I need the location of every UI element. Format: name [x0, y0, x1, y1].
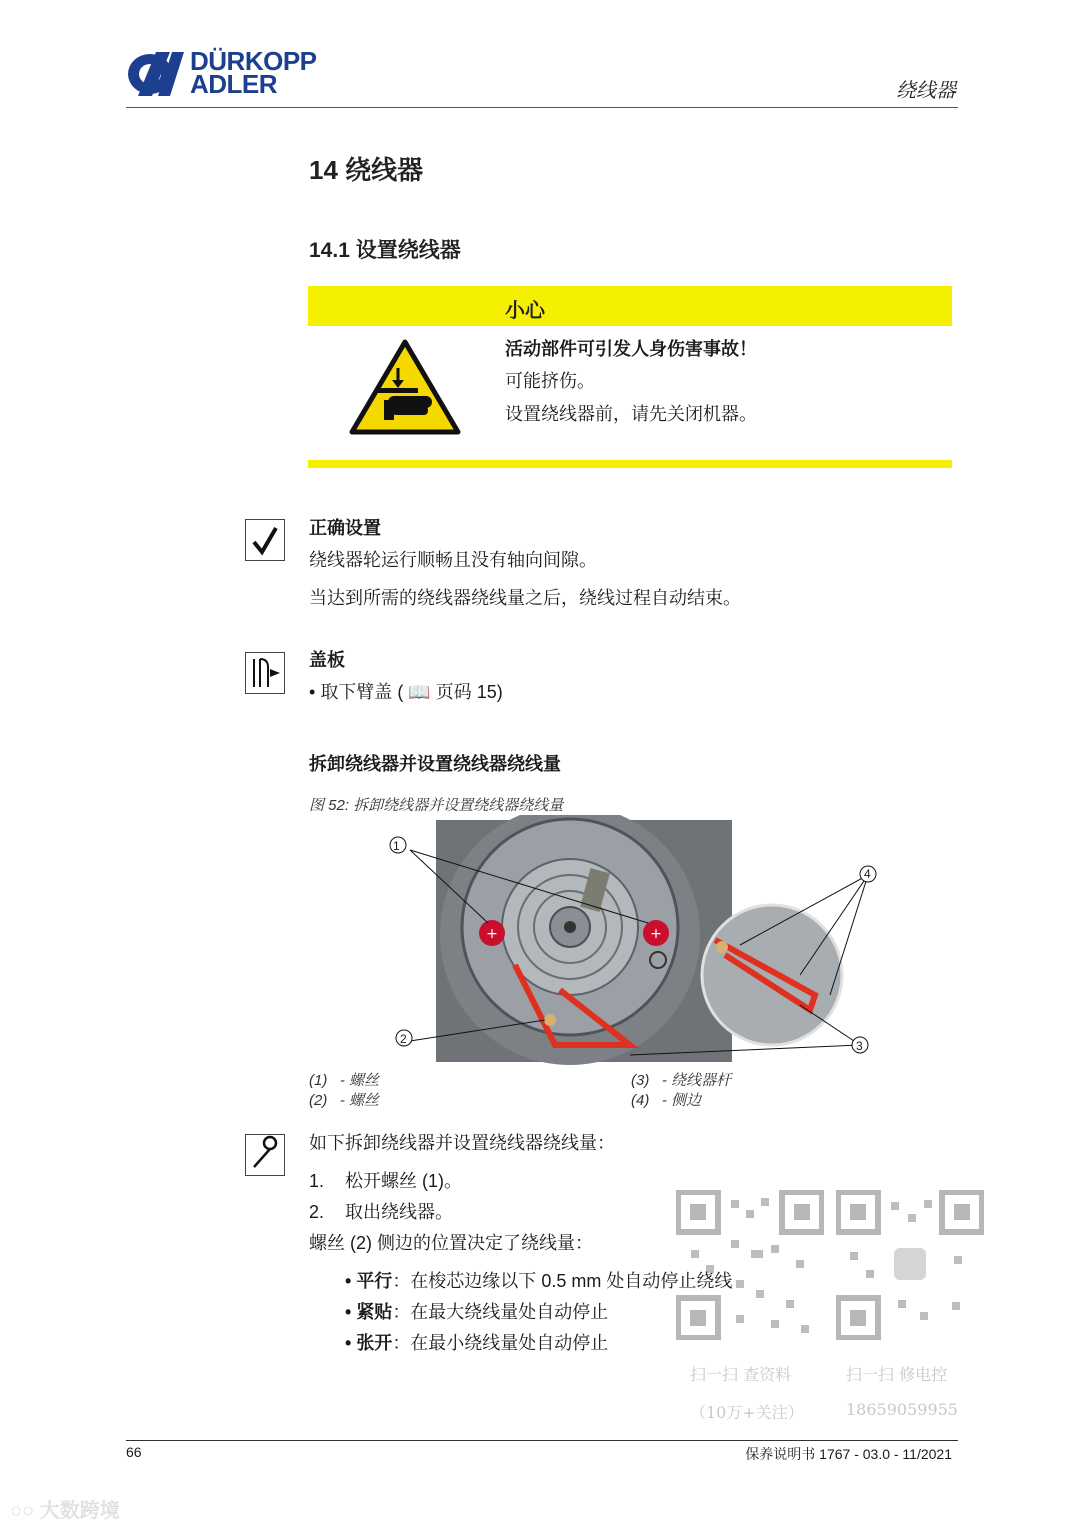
qr-right-caption-1: 扫一扫 修电控 — [846, 1365, 948, 1384]
page-reference: 页码 15) — [435, 682, 503, 702]
bobbin-winder-figure — [380, 815, 890, 1065]
cover-item-text: • 取下臂盖 ( — [309, 682, 403, 702]
svg-text:+: + — [650, 926, 662, 942]
document-id: 保养说明书 1767 - 03.0 - 11/2021 — [745, 1446, 952, 1462]
checkmark-icon — [245, 519, 285, 561]
procedure-step: 1. 松开螺丝 (1)。 — [309, 1171, 462, 1191]
callout-3: 3 — [856, 1039, 863, 1053]
legend-item: (3) - 绕线器杆 — [631, 1072, 732, 1089]
figure-caption: 图 52: 拆卸绕线器并设置绕线器绕线量 — [309, 797, 564, 814]
procedure-step: 2. 取出绕线器。 — [309, 1202, 453, 1222]
qr-code-right — [836, 1190, 984, 1340]
chapter-title: 14 绕线器 — [309, 155, 424, 185]
section-title: 14.1 设置绕线器 — [309, 239, 461, 262]
svg-text:+: + — [486, 926, 498, 942]
brand-name: DÜRKOPP ADLER — [190, 46, 317, 99]
caution-bottom-bar — [308, 460, 952, 468]
correct-setting-line-2: 当达到所需的绕线器绕线量之后，绕线过程自动结束。 — [309, 588, 741, 608]
page-number: 66 — [126, 1444, 142, 1460]
qr-left-caption-2: （10万+关注） — [690, 1403, 804, 1422]
header-section-title: 绕线器 — [896, 80, 956, 102]
correct-setting-line-1: 绕线器轮运行顺畅且没有轴向间隙。 — [309, 550, 597, 570]
callout-4: 4 — [864, 867, 871, 881]
caution-line-3: 设置绕线器前，请先关闭机器。 — [505, 404, 757, 424]
qr-left-caption-1: 扫一扫 查资料 — [690, 1365, 792, 1384]
hand-crush-warning-icon — [348, 338, 462, 436]
header-divider — [126, 107, 958, 108]
bullet-item: • 张开：在最小绕线量处自动停止 — [345, 1329, 608, 1355]
bullet-item: • 紧贴：在最大绕线量处自动停止 — [345, 1298, 608, 1324]
legend-item: (2) - 螺丝 — [309, 1092, 380, 1109]
caution-header-bar — [308, 286, 952, 326]
footer-divider — [126, 1440, 958, 1441]
procedure-intro: 如下拆卸绕线器并设置绕线器绕线量： — [309, 1133, 615, 1153]
bullet-item: • 平行：在梭芯边缘以下 0.5 mm 处自动停止绕线 — [345, 1267, 732, 1293]
callout-1: 1 — [393, 839, 400, 853]
durkopp-adler-logo — [126, 48, 186, 100]
cover-plate-icon — [245, 652, 285, 694]
caution-line-1: 活动部件可引发人身伤害事故！ — [505, 339, 757, 359]
legend-item: (4) - 侧边 — [631, 1092, 702, 1109]
book-icon: 📖 — [408, 682, 431, 702]
callout-2: 2 — [400, 1032, 407, 1046]
procedure-note: 螺丝 (2) 侧边的位置决定了绕线量： — [309, 1233, 593, 1253]
caution-label: 小心 — [505, 300, 545, 322]
caution-line-2: 可能挤伤。 — [505, 371, 595, 391]
watermark-logo-icon: ○○ — [10, 1500, 35, 1522]
wrench-icon — [245, 1134, 285, 1176]
correct-setting-title: 正确设置 — [309, 518, 381, 538]
cover-item — [309, 678, 503, 704]
watermark-text: 大数跨境 — [39, 1500, 120, 1522]
subsection-title: 拆卸绕线器并设置绕线器绕线量 — [309, 754, 561, 774]
cover-title: 盖板 — [309, 650, 345, 670]
qr-right-caption-2: 18659059955 — [846, 1400, 958, 1419]
legend-item: (1) - 螺丝 — [309, 1072, 380, 1089]
qr-code-left — [676, 1190, 824, 1340]
watermark — [10, 1494, 120, 1523]
